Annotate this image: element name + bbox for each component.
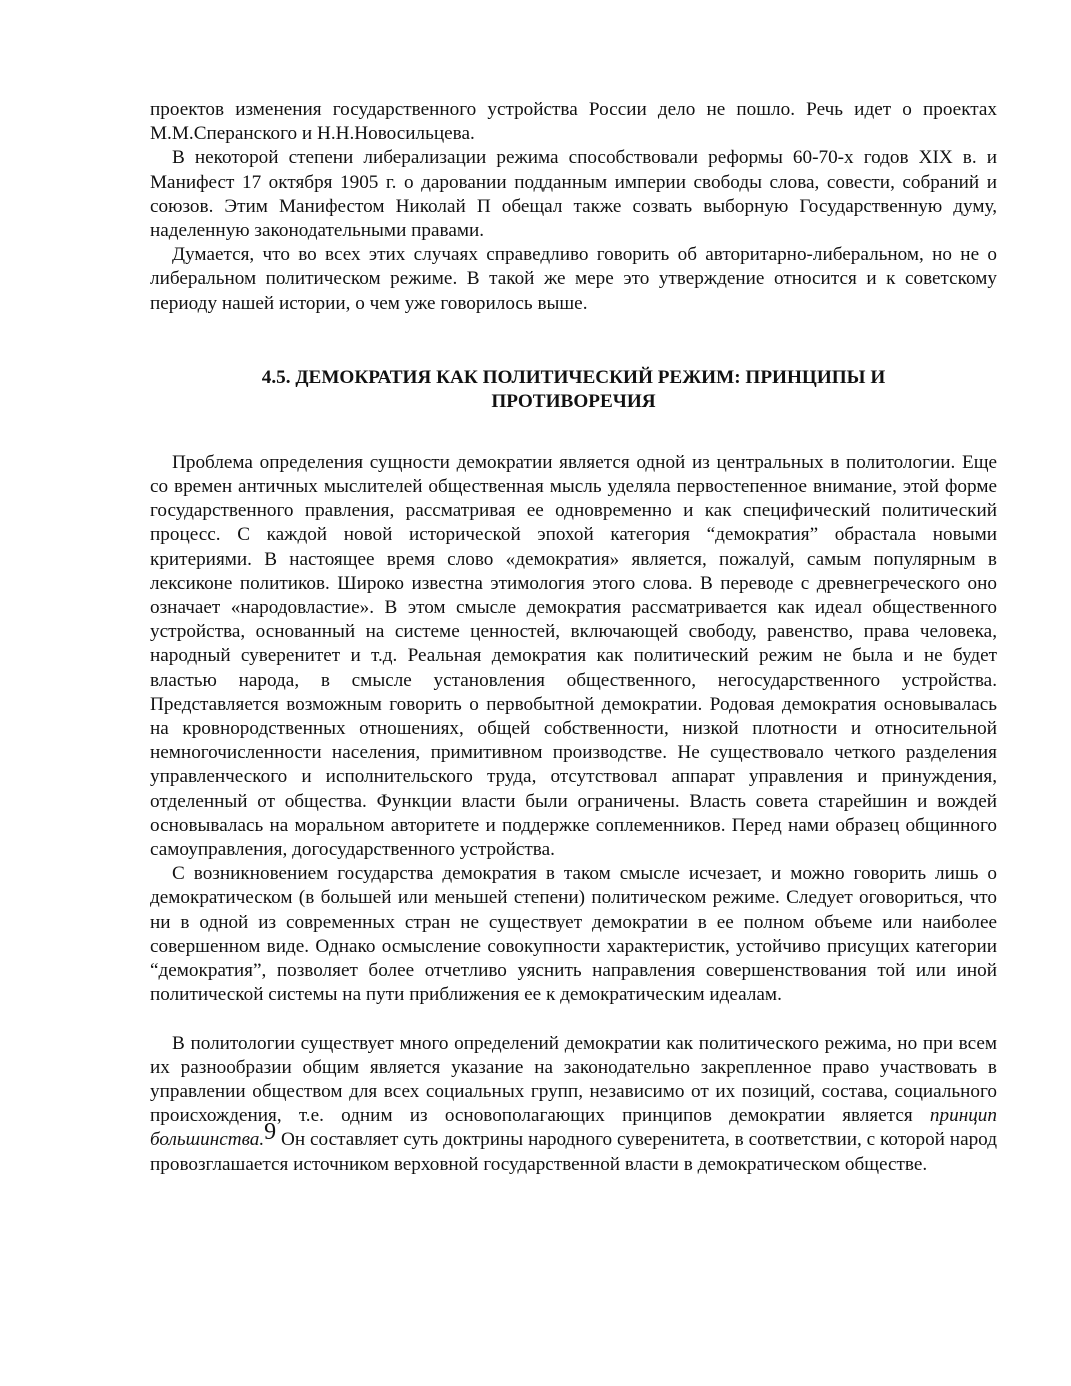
emphasis-majority-principle: принцип большинства. xyxy=(150,1105,997,1151)
paragraph-spacer xyxy=(150,1008,997,1032)
paragraph-text-after: Он составляет суть доктрины народного суверенитета, в соответствии, с которой народ провозглашается источником верховной государственной власти в демократическом обществе. xyxy=(150,1129,997,1175)
paragraph-democracy-essence: Проблема определения сущности демократии является одной из центральных в политологии. Еще со времен античных мыслителей общественная мысль уделяла первостепенное внимание, этой форме государственного правления, рассматривая ее одновременно и как специфический политический процесс. С каждой новой исторической эпохой категория “демократия” обрастала новыми критериями. В настоящее время слово «демократия» является, пожалуй, самым популярным в лексиконе политиков. Широко известна этимология этого слова. В переводе с древнегреческого оно означает «народовластие». В этом смысле демократия рассматривается как идеал общественного устройства, основанный на системе ценностей, включающей свободу, равенство, права человека, народный суверенитет и т.д. Реальная демократия как политический режим не была и не будет властью народа, в смысле установления общественного, негосударственного устройства. Представляется возможным говорить о первобытной демократии. Родовая демократия основывалась на кровнородственных отношениях, общей собственности, низкой плотности и относительной немногочисленности населения, примитивном производстве. Не существовало четкого разделения управленческого и исполнительского труда, отсутствовал аппарат управления и принуждения, отделенный от общества. Функции власти были ограничены. Власть совета старейшин и вождей основывалась на моральном авторитете и поддержке соплеменников. Перед нами образец общинного самоуправления, догосударственного устройства. xyxy=(150,451,997,861)
paragraph-state-emergence: С возникновением государства демократия в таком смысле исчезает, и можно говорить лишь о демократическом (в большей или меньшей степени) политическом режиме. Следует оговориться, что ни в одной из современных стран не существует демократии в ее полном объеме или наиболее совершенном виде. Однако осмысление совокупности характеристик, устойчиво присущих категории “демократия”, позволяет более отчетливо уяснить направления совершенствования той или иной политической системы на пути приближения ее к демократическим идеалам. xyxy=(150,863,997,1006)
section-heading: 4.5. ДЕМОКРАТИЯ КАК ПОЛИТИЧЕСКИЙ РЕЖИМ: ПРИНЦИПЫ И ПРОТИВОРЕЧИЯ xyxy=(261,366,886,413)
footnote-reference[interactable]: 9 xyxy=(264,1119,277,1146)
paragraph-continuation: проектов изменения государственного устройства России дело не пошло. Речь идет о проектах М.М.Сперанского и Н.Н.Новосильцева. xyxy=(150,99,997,145)
document-page xyxy=(150,98,997,1177)
paragraph-text-before: В политологии существует много определений демократии как политического режима, но при всем их разнообразии общим является указание на законодательно закрепленное право участвовать в управлении обществом для всех социальных групп, независимо от их позиций, состава, социального происхождения, т.е. одним из основополагающих принципов демократии является xyxy=(150,1032,997,1127)
paragraph-reforms: В некоторой степени либерализации режима способствовали реформы 60-70-х годов XIX в. и Манифест 17 октября 1905 г. о даровании подданным империи свободы слова, совести, собраний и союзов. Этим Манифестом Николай П обещал также созвать выборную Государственную думу, наделенную законодательными правами. xyxy=(150,147,997,242)
paragraph-majority-principle xyxy=(150,1032,997,1177)
paragraph-authoritarian-liberal: Думается, что во всех этих случаях справедливо говорить об авторитарно-либеральном, но не о либеральном политическом режиме. В такой же мере это утверждение относится и к советскому периоду нашей истории, о чем уже говорилось выше. xyxy=(150,244,997,314)
